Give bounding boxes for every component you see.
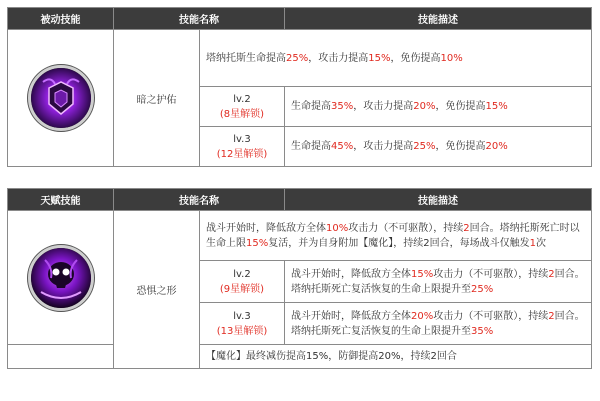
talent-header-row: [8, 189, 592, 211]
desc-text: 次: [535, 237, 546, 249]
skull-fear-skill-icon: [28, 245, 94, 311]
highlight-value: 20%: [413, 101, 436, 112]
desc-text: 战斗开始时，降低敌方全体: [206, 222, 326, 234]
highlight-value: 25%: [471, 283, 494, 295]
highlight-value: 20%: [411, 310, 434, 322]
talent-lv2-unlock: (9星解锁): [219, 283, 265, 295]
passive-col-skill: 被动技能: [8, 8, 114, 30]
passive-skill-name: 暗之护佑: [114, 30, 200, 167]
desc-text: ，免伤提高: [435, 101, 486, 112]
desc-text: 生命提高: [291, 141, 331, 152]
passive-lv3-cell: [200, 127, 285, 167]
passive-header-row: [8, 8, 592, 30]
highlight-value: 10%: [326, 222, 349, 234]
desc-text: ，免伤提高: [435, 141, 486, 152]
talent-lv3-desc: [285, 303, 592, 345]
highlight-value: 10%: [440, 52, 463, 64]
highlight-value: 35%: [471, 325, 494, 337]
highlight-value: 15%: [368, 52, 391, 64]
highlight-value: 15%: [485, 101, 508, 112]
desc-text: 战斗开始时，降低敌方全体: [291, 268, 411, 280]
passive-lv2-label: lv.2: [233, 93, 251, 105]
talent-col-skill: 天赋技能: [8, 189, 114, 211]
highlight-value: 20%: [485, 141, 508, 152]
passive-icon-cell: [8, 30, 114, 167]
passive-lv3-desc: [285, 127, 592, 167]
desc-text: 塔纳托斯生命提高: [206, 52, 286, 64]
passive-lv2-unlock: (8星解锁): [219, 108, 265, 120]
talent-skill-name: 恐惧之形: [114, 211, 200, 369]
desc-text: 回合。塔纳托斯死亡复活恢复的生命上限提升至: [291, 268, 585, 295]
talent-base-desc: [200, 211, 592, 261]
highlight-value: 25%: [286, 52, 309, 64]
passive-col-name: 技能名称: [114, 8, 285, 30]
desc-text: ，攻击力提高: [308, 52, 369, 64]
talent-col-desc: 技能描述: [285, 189, 592, 211]
passive-lv2-cell: [200, 87, 285, 127]
talent-lv3-unlock: (13星解锁): [216, 325, 268, 337]
highlight-value: 35%: [331, 101, 354, 112]
passive-skill-table: [7, 7, 592, 167]
talent-lv3-cell: [200, 303, 285, 345]
passive-col-desc: 技能描述: [285, 8, 592, 30]
talent-footnote-spacer: [8, 345, 114, 369]
highlight-value: 1: [529, 237, 536, 249]
highlight-value: 45%: [331, 141, 354, 152]
highlight-value: 2: [548, 268, 555, 280]
passive-lv2-desc: [285, 87, 592, 127]
talent-lv2-cell: [200, 261, 285, 303]
highlight-value: 25%: [413, 141, 436, 152]
talent-lv2-label: lv.2: [233, 268, 251, 280]
highlight-value: 2: [463, 222, 470, 234]
highlight-value: 15%: [411, 268, 434, 280]
desc-text: 回合。塔纳托斯死亡时以生命上限: [206, 222, 580, 249]
desc-text: 回合。塔纳托斯死亡复活恢复的生命上限提升至: [291, 310, 585, 337]
passive-lv3-label: lv.3: [233, 133, 251, 145]
highlight-value: 2: [548, 310, 555, 322]
talent-skill-table: [7, 188, 592, 369]
desc-text: 生命提高: [291, 101, 331, 112]
dark-shield-skill-icon: [28, 65, 94, 131]
desc-text: ，免伤提高: [390, 52, 441, 64]
passive-base-desc: [200, 30, 592, 87]
talent-footnote: 【魔化】最终减伤提高15%，防御提高20%，持续2回合: [200, 345, 592, 369]
desc-text: 攻击力（不可驱散），持续: [348, 222, 464, 234]
desc-text: ，攻击力提高: [353, 101, 414, 112]
desc-text: ，攻击力提高: [353, 141, 414, 152]
desc-text: 复活，并为自身附加【魔化】，持续2回合，每场战斗仅触发: [268, 237, 530, 249]
talent-col-name: 技能名称: [114, 189, 285, 211]
talent-lv3-label: lv.3: [233, 310, 251, 322]
desc-text: 攻击力（不可驱散），持续: [433, 310, 549, 322]
desc-text: 战斗开始时，降低敌方全体: [291, 310, 411, 322]
talent-lv2-desc: [285, 261, 592, 303]
highlight-value: 15%: [246, 237, 269, 249]
desc-text: 攻击力（不可驱散），持续: [433, 268, 549, 280]
talent-icon-cell: [8, 211, 114, 345]
passive-lv3-unlock: (12星解锁): [216, 148, 268, 160]
